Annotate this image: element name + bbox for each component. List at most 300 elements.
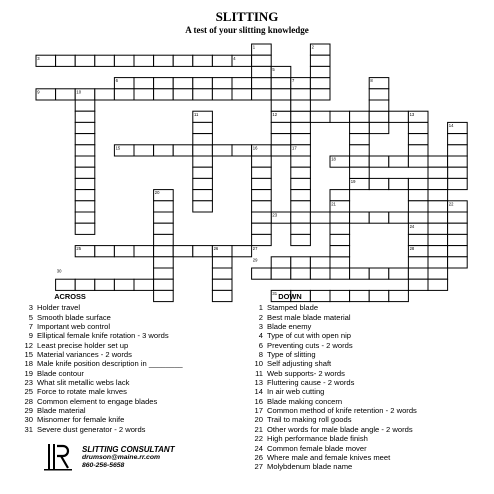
grid-cell[interactable]	[428, 156, 448, 167]
clue-number: 13	[254, 378, 263, 388]
clue-text: In air web cutting	[267, 387, 325, 397]
grid-cell[interactable]	[95, 279, 115, 290]
grid-cell[interactable]	[252, 268, 272, 279]
grid-cell[interactable]	[408, 201, 428, 212]
grid-cell[interactable]	[369, 89, 389, 100]
grid-cell[interactable]	[75, 190, 95, 201]
across-heading: ACROSS	[54, 292, 86, 301]
grid-cell[interactable]	[75, 167, 95, 178]
grid-cell[interactable]	[369, 268, 389, 279]
grid-cell[interactable]	[291, 167, 311, 178]
grid-cell[interactable]	[75, 111, 95, 122]
grid-cell[interactable]	[350, 156, 370, 167]
clue-text: Where male and female knives meet	[267, 452, 391, 462]
clue-number: 10	[254, 359, 263, 369]
grid-cell[interactable]	[173, 55, 193, 66]
grid-cell[interactable]	[134, 246, 154, 257]
clue-text: Fluttering cause - 2 words	[267, 378, 355, 388]
grid-cell[interactable]	[134, 55, 154, 66]
grid-cell[interactable]	[232, 78, 252, 89]
grid-cell[interactable]	[408, 134, 428, 145]
grid-cell[interactable]	[75, 201, 95, 212]
grid-cell[interactable]	[271, 134, 291, 145]
clue-text: Misnomer for female knife	[37, 415, 125, 425]
down-clue	[250, 425, 485, 434]
grid-cell[interactable]	[291, 212, 311, 223]
grid-cell[interactable]	[212, 268, 232, 279]
grid-cell[interactable]	[212, 78, 232, 89]
across-clue	[20, 303, 245, 312]
clue-number: 15	[24, 350, 33, 360]
grid-cell[interactable]	[114, 89, 134, 100]
clue-number: 25	[24, 387, 33, 397]
grid-cell[interactable]	[271, 257, 291, 268]
grid-cell[interactable]	[154, 89, 174, 100]
grid-cell[interactable]	[448, 246, 468, 257]
grid-cell[interactable]	[448, 145, 468, 156]
grid-cell[interactable]	[428, 178, 448, 189]
across-clue	[20, 378, 245, 387]
grid-number: 6	[115, 78, 118, 84]
grid-cell[interactable]	[193, 122, 213, 133]
grid-cell[interactable]	[310, 257, 330, 268]
grid-cell[interactable]	[408, 234, 428, 245]
grid-cell[interactable]	[252, 234, 272, 245]
clue-text: Web supports- 2 words	[267, 368, 345, 378]
grid-cell[interactable]	[428, 257, 448, 268]
grid-cell[interactable]	[154, 212, 174, 223]
grid-cell[interactable]	[95, 246, 115, 257]
grid-cell[interactable]	[271, 78, 291, 89]
grid-cell[interactable]	[56, 89, 76, 100]
grid-number: 4	[233, 55, 236, 61]
grid-cell[interactable]	[448, 257, 468, 268]
grid-cell[interactable]	[114, 246, 134, 257]
grid-number: 18	[331, 156, 336, 162]
clue-text: Type of cut with open nip	[267, 331, 352, 341]
grid-cell[interactable]	[448, 156, 468, 167]
grid-cell[interactable]	[330, 190, 350, 201]
grid-cell[interactable]	[154, 145, 174, 156]
grid-cell[interactable]	[193, 201, 213, 212]
clue-text: Holder travel	[37, 303, 81, 313]
grid-cell[interactable]	[448, 223, 468, 234]
grid-cell[interactable]	[408, 279, 428, 290]
clue-number: 11	[255, 368, 263, 378]
grid-cell[interactable]	[350, 167, 370, 178]
grid-cell[interactable]	[350, 145, 370, 156]
across-clue	[20, 331, 245, 340]
grid-cell[interactable]	[154, 78, 174, 89]
across-clue	[20, 369, 245, 378]
grid-cell[interactable]	[291, 111, 311, 122]
grid-number: 26	[213, 246, 219, 252]
clue-number: 27	[254, 462, 263, 472]
grid-cell[interactable]	[154, 246, 174, 257]
grid-cell[interactable]	[389, 212, 409, 223]
across-clues	[20, 292, 245, 434]
grid-cell[interactable]	[252, 156, 272, 167]
grid-cell[interactable]	[310, 89, 330, 100]
grid-cell[interactable]	[389, 268, 409, 279]
clue-number: 29	[24, 406, 33, 416]
clue-text: Material variances - 2 words	[37, 350, 132, 360]
clue-number: 28	[24, 396, 33, 406]
grid-cell[interactable]	[291, 223, 311, 234]
grid-cell[interactable]	[252, 190, 272, 201]
grid-cell[interactable]	[350, 111, 370, 122]
across-clue	[20, 350, 245, 359]
grid-cell[interactable]	[330, 268, 350, 279]
grid-cell[interactable]	[271, 100, 291, 111]
grid-cell[interactable]	[193, 78, 213, 89]
clue-text: Trail to making roll goods	[267, 415, 352, 425]
clue-number: 31	[24, 424, 33, 434]
clue-text: Blade enemy	[267, 322, 312, 332]
grid-number: 5	[272, 67, 275, 72]
clue-number: 3	[28, 303, 33, 313]
grid-cell[interactable]	[212, 257, 232, 268]
grid-number: 27	[252, 246, 258, 252]
grid-cell[interactable]	[291, 178, 311, 189]
grid-number: 1	[252, 44, 256, 50]
grid-cell[interactable]	[428, 268, 448, 279]
page-subtitle: A test of your slitting knowledge	[185, 25, 309, 35]
grid-cell[interactable]	[271, 89, 291, 100]
grid-cell[interactable]	[408, 156, 428, 167]
grid-cell[interactable]	[193, 190, 213, 201]
grid-cell[interactable]	[154, 257, 174, 268]
clue-number: 20	[254, 415, 263, 425]
grid-cell[interactable]	[173, 246, 193, 257]
grid-cell[interactable]	[252, 55, 272, 66]
grid-cell[interactable]	[154, 234, 174, 245]
grid-cell[interactable]	[154, 268, 174, 279]
grid-cell[interactable]	[154, 55, 174, 66]
grid-cell[interactable]	[408, 257, 428, 268]
grid-cell[interactable]	[350, 212, 370, 223]
down-clue	[250, 444, 485, 453]
clue-text: Severe dust generator - 2 words	[37, 424, 146, 434]
grid-cell[interactable]	[291, 100, 311, 111]
grid-cell[interactable]	[350, 134, 370, 145]
grid-number: 13	[409, 111, 415, 117]
grid-cell[interactable]	[428, 201, 448, 212]
down-clue	[250, 341, 485, 350]
clue-text: Male knife position description in ________	[37, 359, 183, 369]
grid-cell[interactable]	[212, 145, 232, 156]
clue-number: 6	[258, 340, 263, 350]
grid-cell[interactable]	[134, 78, 154, 89]
grid-cell[interactable]	[252, 89, 272, 100]
clue-text: Important web control	[37, 322, 111, 332]
grid-cell[interactable]	[428, 223, 448, 234]
grid-cell[interactable]	[193, 178, 213, 189]
down-clue	[250, 453, 485, 462]
grid-number: 15	[115, 145, 121, 151]
grid-number: 25	[76, 246, 82, 252]
clue-number: 18	[24, 359, 33, 369]
grid-number: 30	[56, 268, 62, 274]
grid-cell[interactable]	[252, 223, 272, 234]
clue-number: 16	[254, 396, 263, 406]
down-clue	[250, 462, 485, 471]
grid-cell[interactable]	[330, 223, 350, 234]
grid-cell[interactable]	[193, 246, 213, 257]
grid-cell[interactable]	[310, 66, 330, 77]
clue-text: Force to rotate male knves	[37, 387, 127, 397]
grid-cell[interactable]	[428, 234, 448, 245]
grid-cell[interactable]	[369, 212, 389, 223]
across-clue	[20, 322, 245, 331]
down-clue	[250, 331, 485, 340]
grid-cell[interactable]	[330, 111, 350, 122]
down-clue	[250, 322, 485, 331]
grid-cell[interactable]	[330, 257, 350, 268]
down-clue	[250, 350, 485, 359]
grid-number: 22	[448, 201, 454, 207]
down-clue	[250, 415, 485, 424]
grid-cell[interactable]	[193, 55, 213, 66]
clue-number: 7	[28, 322, 33, 332]
grid-cell[interactable]	[448, 178, 468, 189]
grid-cell[interactable]	[232, 145, 252, 156]
grid-number: 2	[311, 44, 314, 50]
grid-cell[interactable]	[75, 55, 95, 66]
grid-cell[interactable]	[428, 279, 448, 290]
grid-cell[interactable]	[389, 111, 409, 122]
grid-cell[interactable]	[330, 212, 350, 223]
grid-cell[interactable]	[252, 78, 272, 89]
grid-cell[interactable]	[428, 212, 448, 223]
grid-cell[interactable]	[408, 190, 428, 201]
grid-cell[interactable]	[448, 134, 468, 145]
grid-cell[interactable]	[134, 145, 154, 156]
grid-cell[interactable]	[448, 234, 468, 245]
clue-number: 21	[254, 424, 263, 434]
clue-text: Stamped blade	[267, 303, 319, 313]
clue-text: Best male blade material	[267, 312, 351, 322]
across-clue	[20, 425, 245, 434]
grid-cell[interactable]	[271, 145, 291, 156]
grid-cell[interactable]	[232, 89, 252, 100]
down-clue	[250, 359, 485, 368]
across-clue	[20, 359, 245, 368]
company-phone: 860-256-5658	[82, 462, 125, 469]
clue-number: 12	[24, 340, 33, 350]
down-clues	[250, 292, 485, 472]
grid-cell[interactable]	[193, 145, 213, 156]
grid-cell[interactable]	[408, 212, 428, 223]
clue-number: 1	[258, 303, 263, 313]
grid-cell[interactable]	[212, 89, 232, 100]
clue-text: Least precise holder set up	[37, 340, 129, 350]
grid-cell[interactable]	[232, 246, 252, 257]
clue-text: Common element to engage blades	[37, 396, 158, 406]
grid-cell[interactable]	[369, 156, 389, 167]
grid-cell[interactable]	[291, 201, 311, 212]
grid-number: 21	[331, 201, 336, 207]
grid-cell[interactable]	[350, 122, 370, 133]
clue-number: 30	[24, 415, 33, 425]
grid-cell[interactable]	[75, 279, 95, 290]
grid-number: 14	[448, 123, 454, 128]
grid-cell[interactable]	[408, 178, 428, 189]
grid-cell[interactable]	[330, 246, 350, 257]
grid-cell[interactable]	[56, 55, 76, 66]
clue-text: Preventing cuts - 2 words	[267, 340, 353, 350]
grid-cell[interactable]	[310, 78, 330, 89]
grid-number: 10	[76, 89, 82, 95]
grid-cell[interactable]	[252, 201, 272, 212]
clue-text: Common female blade mover	[267, 443, 367, 453]
grid-cell[interactable]	[448, 167, 468, 178]
company-logo	[44, 442, 72, 472]
grid-cell[interactable]	[212, 55, 232, 66]
grid-cell[interactable]	[75, 212, 95, 223]
grid-cell[interactable]	[75, 223, 95, 234]
grid-cell[interactable]	[271, 268, 291, 279]
grid-cell[interactable]	[95, 89, 115, 100]
grid-number: 31	[272, 291, 278, 296]
grid-cell[interactable]	[291, 134, 311, 145]
grid-cell[interactable]	[252, 212, 272, 223]
grid-cell[interactable]	[389, 156, 409, 167]
grid-cell[interactable]	[330, 234, 350, 245]
grid-cell[interactable]	[291, 122, 311, 133]
clue-text: Elliptical female knife rotation - 3 words	[37, 331, 169, 341]
across-clue	[20, 397, 245, 406]
grid-cell[interactable]	[173, 78, 193, 89]
grid-cell[interactable]	[428, 167, 448, 178]
clue-number: 19	[24, 368, 33, 378]
grid-cell[interactable]	[75, 134, 95, 145]
grid-cell[interactable]	[56, 279, 76, 290]
grid-cell[interactable]	[369, 111, 389, 122]
grid-cell[interactable]	[428, 190, 448, 201]
grid-cell[interactable]	[193, 156, 213, 167]
grid-cell[interactable]	[95, 55, 115, 66]
clue-number: 23	[24, 378, 33, 388]
grid-cell[interactable]	[350, 268, 370, 279]
grid-cell[interactable]	[310, 111, 330, 122]
grid-cell[interactable]	[114, 55, 134, 66]
down-heading: DOWN	[278, 292, 302, 301]
clue-number: 24	[254, 443, 263, 453]
grid-cell[interactable]	[75, 122, 95, 133]
grid-cell[interactable]	[291, 268, 311, 279]
grid-cell[interactable]	[193, 134, 213, 145]
down-clue	[250, 313, 485, 322]
across-clue	[20, 341, 245, 350]
clue-text: Self adjusting shaft	[267, 359, 332, 369]
grid-cell[interactable]	[75, 156, 95, 167]
grid-cell[interactable]	[310, 55, 330, 66]
grid-cell[interactable]	[173, 89, 193, 100]
company-info	[82, 446, 175, 470]
down-clue	[250, 378, 485, 387]
grid-cell[interactable]	[408, 268, 428, 279]
grid-cell[interactable]	[75, 178, 95, 189]
grid-cell[interactable]	[291, 257, 311, 268]
grid-cell[interactable]	[154, 223, 174, 234]
grid-number: 3	[37, 55, 40, 61]
down-clue	[250, 387, 485, 396]
grid-cell[interactable]	[291, 156, 311, 167]
clue-number: 5	[28, 312, 33, 322]
grid-cell[interactable]	[271, 122, 291, 133]
grid-cell[interactable]	[75, 100, 95, 111]
grid-cell[interactable]	[291, 89, 311, 100]
page-title: SLITTING	[215, 9, 279, 24]
grid-cell[interactable]	[193, 167, 213, 178]
grid-number: 11	[194, 111, 199, 117]
grid-cell[interactable]	[134, 89, 154, 100]
down-clue	[250, 434, 485, 443]
clue-text: Molybdenum blade name	[267, 462, 353, 472]
clue-text: Common method of knife retention - 2 words	[267, 406, 417, 416]
clue-text: Smooth blade surface	[37, 312, 111, 322]
clue-text: Blade contour	[37, 368, 84, 378]
grid-cell[interactable]	[75, 145, 95, 156]
grid-cell[interactable]	[291, 234, 311, 245]
clue-text: Type of slitting	[267, 350, 316, 360]
grid-cell[interactable]	[448, 212, 468, 223]
down-clue	[250, 406, 485, 415]
down-clue	[250, 369, 485, 378]
clue-number: 9	[28, 331, 33, 341]
grid-cell[interactable]	[369, 122, 389, 133]
grid-cell[interactable]	[212, 279, 232, 290]
clue-text: Blade making concern	[267, 396, 343, 406]
grid-cell[interactable]	[134, 279, 154, 290]
down-clue	[250, 397, 485, 406]
grid-cell[interactable]	[154, 201, 174, 212]
clue-number: 3	[258, 322, 263, 332]
grid-number: 9	[37, 89, 40, 95]
grid-cell[interactable]	[310, 212, 330, 223]
across-clue	[20, 387, 245, 396]
clue-number: 26	[254, 452, 263, 462]
grid-cell[interactable]	[310, 268, 330, 279]
clue-text: What slit metallic webs lack	[37, 378, 130, 388]
grid-cell[interactable]	[389, 178, 409, 189]
grid-cell[interactable]	[369, 100, 389, 111]
grid-cell[interactable]	[408, 145, 428, 156]
grid-number: 7	[292, 78, 295, 84]
clue-number: 8	[258, 350, 263, 360]
grid-cell[interactable]	[428, 246, 448, 257]
grid-cell[interactable]	[193, 89, 213, 100]
grid-cell[interactable]	[291, 190, 311, 201]
across-clue	[20, 415, 245, 424]
grid-cell[interactable]	[154, 279, 174, 290]
grid-number: 29	[252, 257, 258, 263]
grid-number: 8	[370, 78, 373, 84]
company-email: drumson@maine.rr.com	[82, 454, 161, 461]
grid-cell[interactable]	[252, 167, 272, 178]
grid-cell[interactable]	[252, 66, 272, 77]
grid-cell[interactable]	[408, 122, 428, 133]
grid-cell[interactable]	[114, 279, 134, 290]
grid-cell[interactable]	[252, 178, 272, 189]
grid-number: 20	[154, 190, 160, 196]
clue-number: 22	[254, 434, 263, 444]
company-name: SLITTING CONSULTANT	[82, 445, 175, 454]
grid-cell[interactable]	[369, 178, 389, 189]
grid-number: 23	[272, 212, 278, 218]
grid-cell[interactable]	[173, 145, 193, 156]
